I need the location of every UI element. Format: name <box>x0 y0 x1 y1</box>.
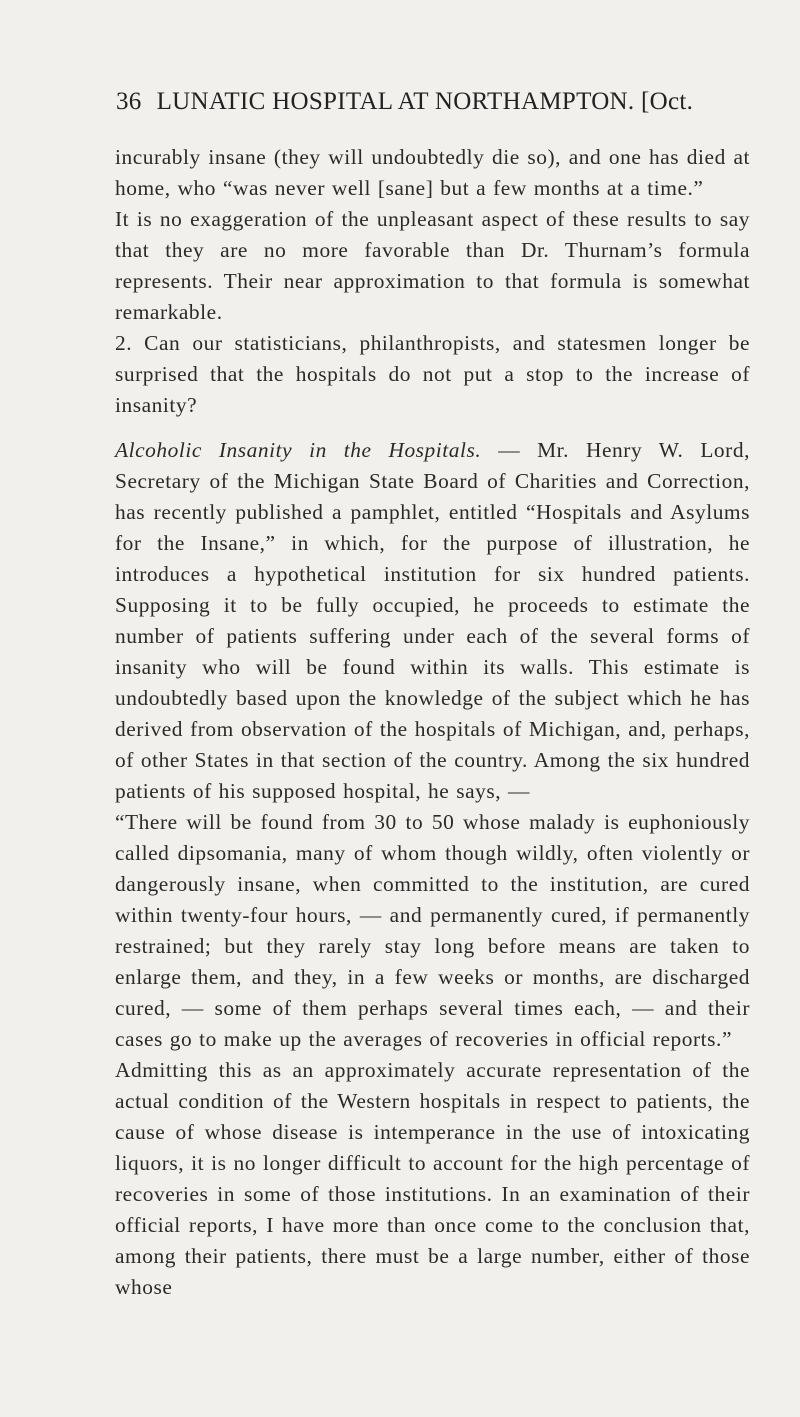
paragraph-admitting: Admitting this as an approximately accurate representation of the actual condition of the Western hospitals in respect to patients, the cause of whose disease is intemperance in the use of intoxicating liquors, it is no longer difficult to account for the high percentage of recoveries in some of those institutions. In an examination of their official reports, I have more than once come to the conclusion that, among their patients, there must be a large number, either of those whose <box>115 1058 750 1299</box>
paragraph-question: 2. Can our statisticians, philanthropists, and statesmen longer be surprised that the hospitals do not put a stop to the increase of insanity? <box>115 331 750 417</box>
page-number: 36 <box>116 88 142 115</box>
running-head <box>116 88 756 116</box>
paragraph-quotation: “There will be found from 30 to 50 whose malady is euphoniously called dipsomania, many of whom though wildly, often violently or dangerously insane, when committed to the institution, are cured within twenty-four hours, — and permanently cured, if permanently restrained; but they rarely stay long before means are taken to enlarge them, and they, in a few weeks or months, are discharged cured, — some of them perhaps several times each, — and their cases go to make up the averages of recoveries in official reports.” <box>115 810 750 1051</box>
paragraph-continuation: incurably insane (they will undoubtedly die so), and one has died at home, who “was never well [sane] but a few months at a time.” <box>115 145 750 200</box>
paragraph-thurnam: It is no exaggeration of the unpleasant aspect of these results to say that they are no more favorable than Dr. Thurnam’s formula represents. Their near approximation to that formula is somewhat remarkable. <box>115 207 750 324</box>
running-title: LUNATIC HOSPITAL AT NORTHAMPTON. <box>156 88 635 115</box>
section-heading: Alcoholic Insanity in the Hospitals. <box>115 438 482 462</box>
paragraph-alcoholic-insanity <box>115 435 750 807</box>
running-month: [Oct. <box>641 88 694 115</box>
paragraph-alcoholic-text: — Mr. Henry W. Lord, Secretary of the Michigan State Board of Charities and Correction, has recently published a pamphlet, entitled “Hospitals and Asylums for the Insane,” in which, for the purpose of illustration, he introduces a hypothetical institution for six hundred patients. Supposing it to be fully occupied, he proceeds to estimate the number of patients suffering under each of the several forms of insanity who will be found within its walls. This estimate is undoubtedly based upon the knowledge of the subject which he has derived from observation of the hospitals of Michigan, and, perhaps, of other States in that section of the country. Among the six hundred patients of his supposed hospital, he says, — <box>115 438 750 803</box>
body-text <box>115 142 750 1303</box>
